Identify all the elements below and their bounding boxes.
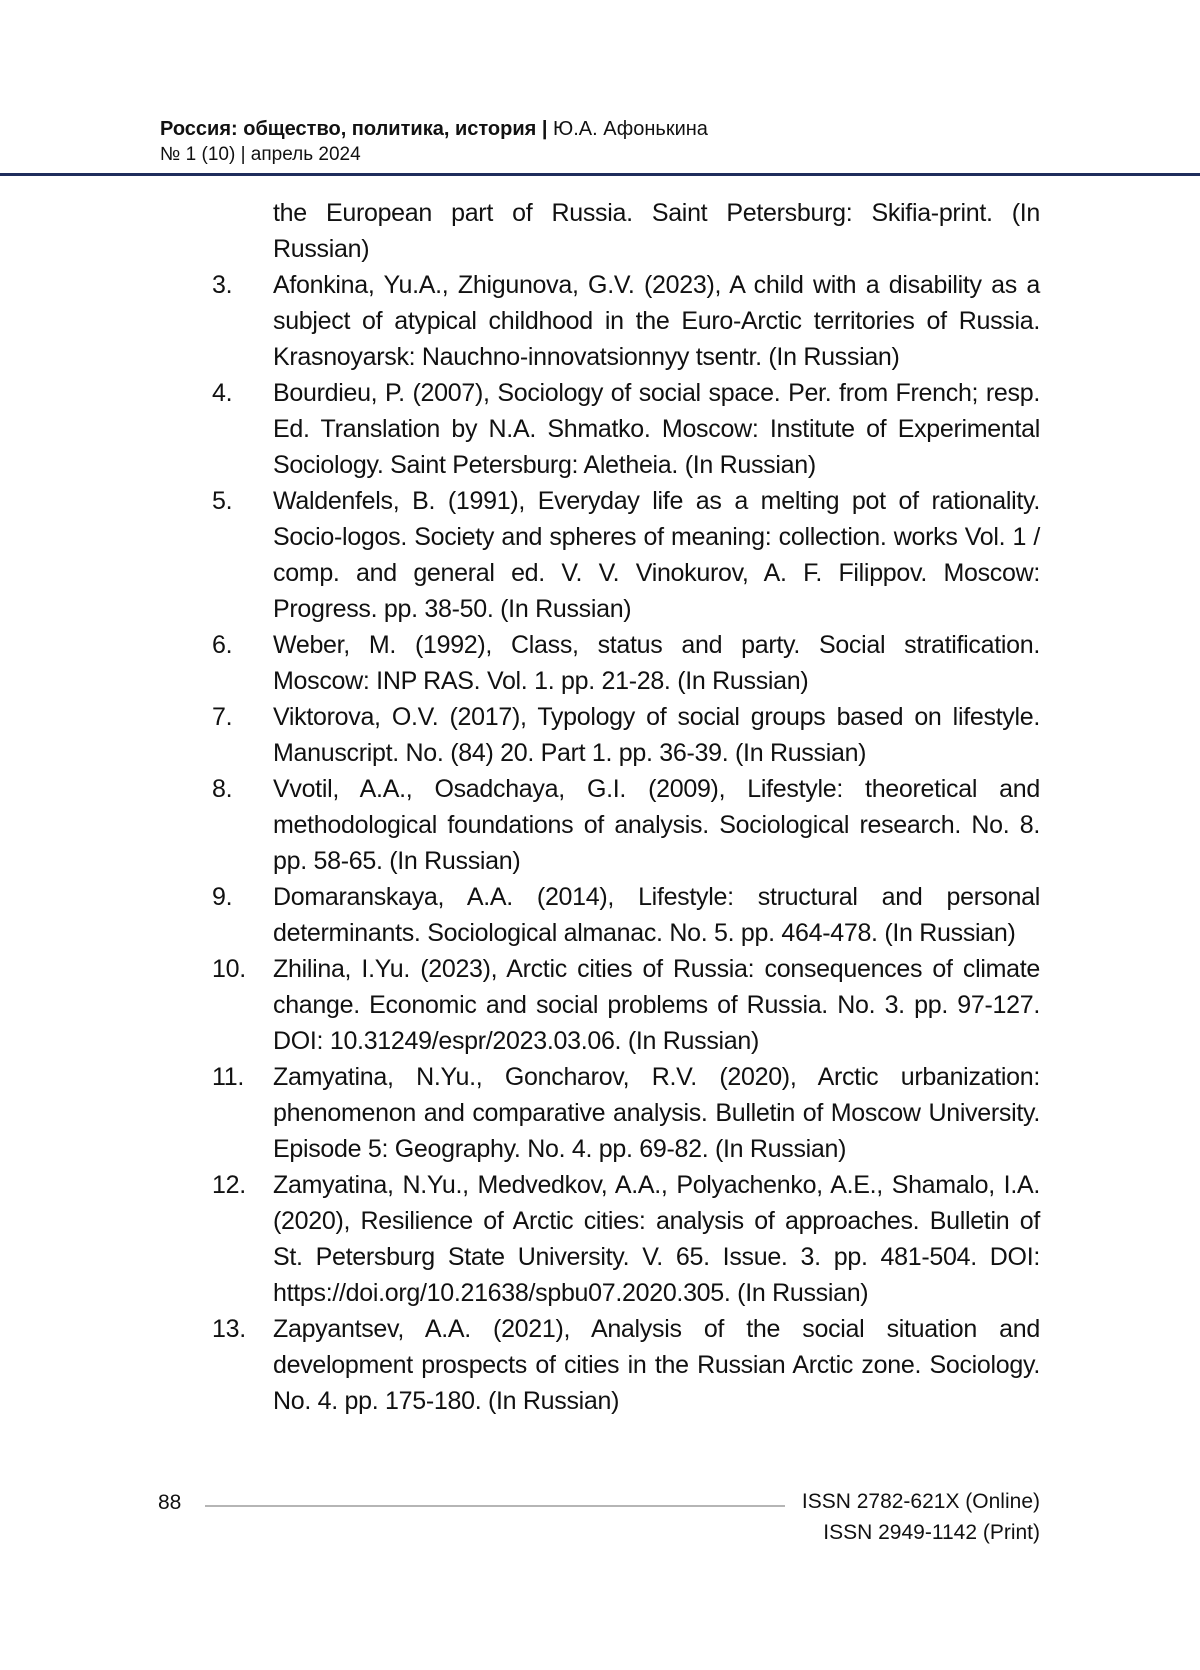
header-journal-line (160, 116, 1060, 142)
reference-number: 7. (212, 699, 232, 735)
reference-item (212, 1059, 1040, 1167)
reference-number: 6. (212, 627, 232, 663)
footer-rule (205, 1505, 785, 1507)
header-issue: № 1 (10) | апрель 2024 (160, 142, 1060, 168)
reference-number: 3. (212, 267, 232, 303)
reference-text: Zamyatina, N.Yu., Goncharov, R.V. (2020), Arctic urbanization: phenomenon and comparative analysis. Bulletin of Moscow University. Episode 5: Geography. No. 4. pp. 69-82. (In Russian) (273, 1063, 1040, 1163)
reference-list (212, 195, 1040, 1419)
reference-item (212, 627, 1040, 699)
journal-title: Россия: общество, политика, история (160, 118, 536, 140)
reference-item (212, 951, 1040, 1059)
reference-text: Bourdieu, P. (2007), Sociology of social space. Per. from French; resp. Ed. Translation by N.A. Shmatko. Moscow: Institute of Experimental Sociology. Saint Petersburg: Aletheia. (In Russian) (273, 379, 1040, 479)
reference-number: 5. (212, 483, 232, 519)
reference-text: Zhilina, I.Yu. (2023), Arctic cities of Russia: consequences of climate change. Economic and social problems of Russia. No. 3. pp. 97-127. DOI: 10.31249/espr/2023.03.06. (In Russian) (273, 955, 1040, 1055)
reference-text: Afonkina, Yu.A., Zhigunova, G.V. (2023), A child with a disability as a subject of atypical childhood in the Euro-Arctic territories of Russia. Krasnoyarsk: Nauchno-innovatsionnyy tsentr. (In Russian) (273, 271, 1040, 371)
issn-block (740, 1486, 1040, 1548)
reference-item (212, 879, 1040, 951)
reference-item (212, 375, 1040, 483)
reference-number: 13. (212, 1311, 246, 1347)
reference-text: Waldenfels, B. (1991), Everyday life as a melting pot of rationality. Socio-logos. Society and spheres of meaning: collection. works Vol. 1 / comp. and general ed. V. V. Vinokurov, A. F. Filippov. Moscow: Progress. pp. 38-50. (In Russian) (273, 487, 1040, 623)
reference-number: 9. (212, 879, 232, 915)
reference-item (212, 1311, 1040, 1419)
reference-item (212, 699, 1040, 771)
reference-item (212, 771, 1040, 879)
reference-number: 8. (212, 771, 232, 807)
reference-text: Viktorova, O.V. (2017), Typology of social groups based on lifestyle. Manuscript. No. (84) 20. Part 1. pp. 36-39. (In Russian) (273, 703, 1040, 767)
page-number: 88 (158, 1490, 181, 1516)
reference-number: 4. (212, 375, 232, 411)
reference-item (212, 483, 1040, 627)
header-rule (0, 173, 1200, 176)
reference-text: Zapyantsev, A.A. (2021), Analysis of the social situation and development prospects of cities in the Russian Arctic zone. Sociology. No. 4. pp. 175-180. (In Russian) (273, 1315, 1040, 1415)
reference-number: 12. (212, 1167, 246, 1203)
reference-text: Zamyatina, N.Yu., Medvedkov, A.A., Polyachenko, A.E., Shamalo, I.A. (2020), Resilience of Arctic cities: analysis of approaches. Bulletin of St. Petersburg State University. V. 65. Issue. 3. pp. 481-504. DOI: https://doi.org/10.21638/spbu07.2020.305. (In Russian) (273, 1171, 1040, 1307)
issn-online: ISSN 2782-621X (Online) (740, 1486, 1040, 1517)
reference-text: Domaranskaya, A.A. (2014), Lifestyle: structural and personal determinants. Sociological almanac. No. 5. pp. 464-478. (In Russian) (273, 883, 1040, 947)
reference-text: the European part of Russia. Saint Petersburg: Skifia-print. (In Russian) (273, 199, 1040, 263)
reference-text: Weber, M. (1992), Class, status and party. Social stratification. Moscow: INP RAS. Vol. 1. pp. 21-28. (In Russian) (273, 631, 1040, 695)
reference-number: 11. (212, 1059, 244, 1095)
header-author: Ю.А. Афонькина (553, 118, 708, 140)
header-separator: | (536, 118, 553, 140)
reference-item (212, 1167, 1040, 1311)
reference-item (212, 267, 1040, 375)
running-header (160, 116, 1060, 168)
reference-text: Vvotil, A.A., Osadchaya, G.I. (2009), Lifestyle: theoretical and methodological foundations of analysis. Sociological research. No. 8. pp. 58-65. (In Russian) (273, 775, 1040, 875)
reference-item (212, 195, 1040, 267)
issn-print: ISSN 2949-1142 (Print) (740, 1517, 1040, 1548)
reference-number: 10. (212, 951, 246, 987)
